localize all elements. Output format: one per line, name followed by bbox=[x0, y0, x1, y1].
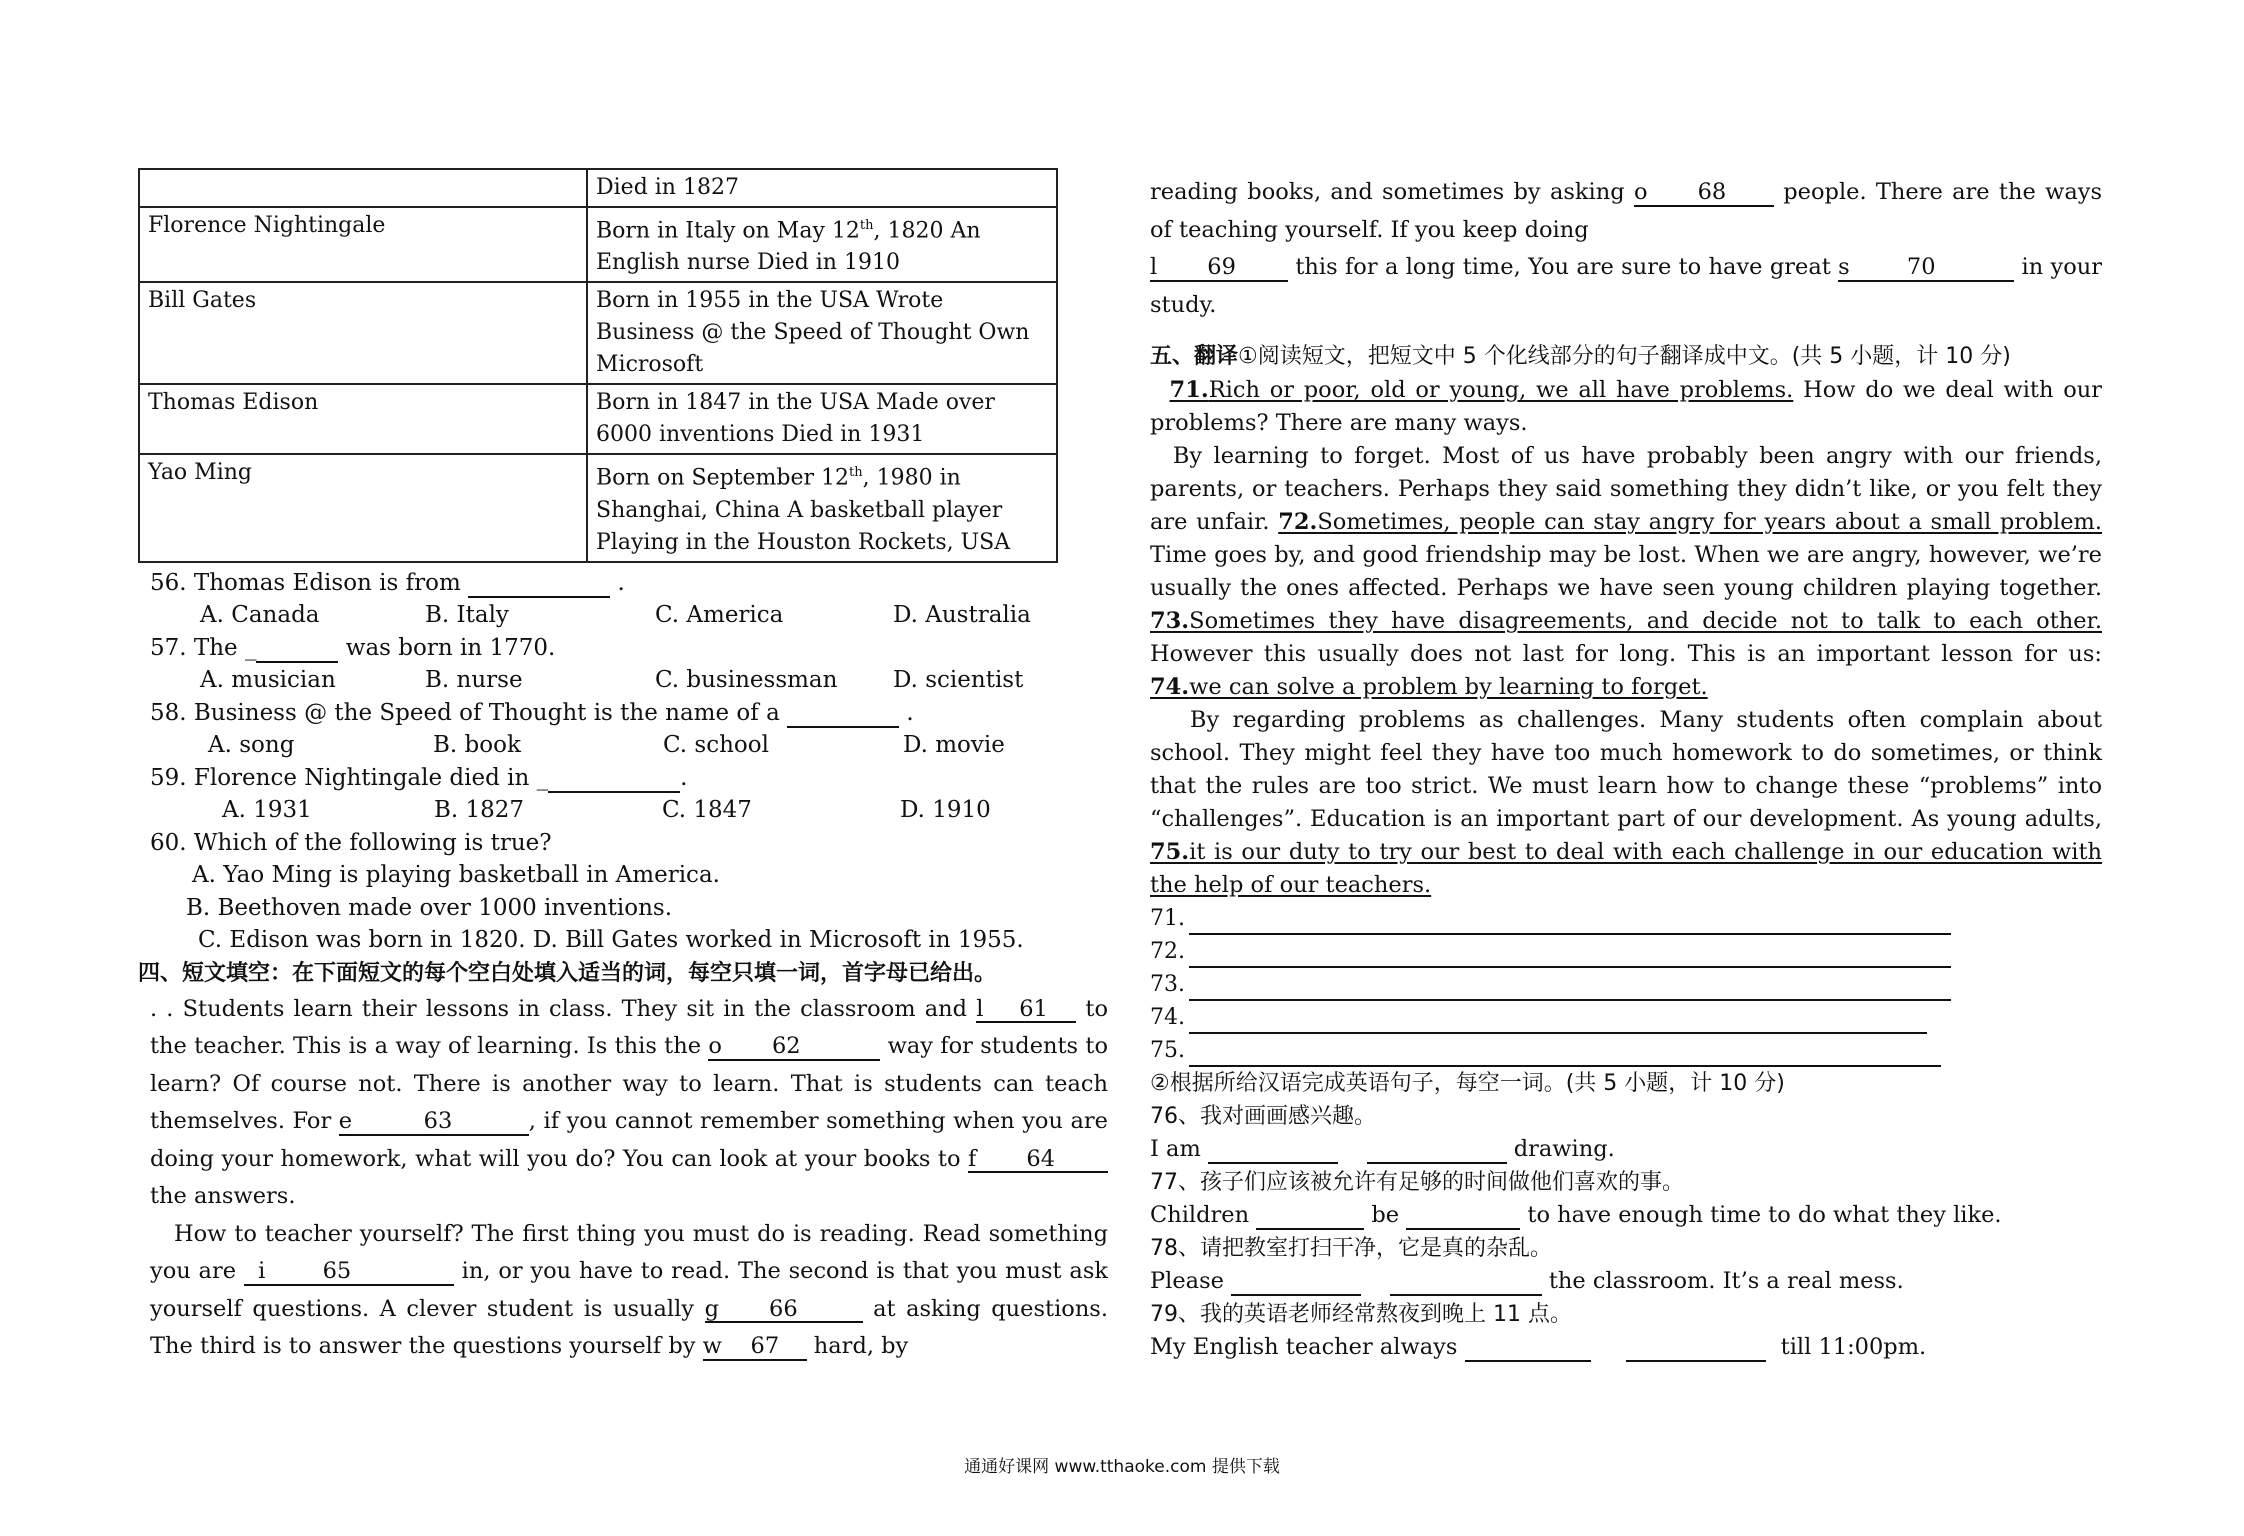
sentence-number-75: 75. bbox=[1150, 839, 1190, 865]
info-text: Born in Italy on May 12 bbox=[596, 218, 860, 244]
table-name-cell: Yao Ming bbox=[139, 454, 587, 561]
table-name-cell: Florence Nightingale bbox=[139, 207, 587, 282]
answer-number: 75. bbox=[1150, 1038, 1185, 1063]
blank-68[interactable] bbox=[1634, 180, 1774, 207]
question-79 bbox=[1150, 1331, 2110, 1364]
answer-blank[interactable] bbox=[1208, 1137, 1338, 1164]
blank-65[interactable] bbox=[244, 1259, 454, 1286]
blank-61[interactable] bbox=[976, 997, 1076, 1024]
option-b[interactable]: B. nurse bbox=[425, 667, 523, 694]
answer-rule bbox=[1189, 977, 1951, 1001]
blank-initial: g bbox=[704, 1295, 719, 1322]
answer-rule bbox=[1189, 1010, 1927, 1034]
sentence-number-73: 73. bbox=[1150, 608, 1190, 634]
passage-text: to the teacher. This is a way of learning. Is this the bbox=[150, 995, 1109, 1060]
blank-66[interactable] bbox=[705, 1297, 863, 1324]
underlined-sentence-75: it is our duty to try our best to deal with each challenge in our education with the help of our teachers. bbox=[1150, 839, 2102, 898]
question-76 bbox=[1150, 1133, 2110, 1166]
option-b[interactable]: B. Italy bbox=[425, 602, 509, 629]
table-name-cell: Thomas Edison bbox=[139, 384, 587, 454]
passage-text: How do we deal with our problems? There are many ways. bbox=[1150, 377, 2103, 436]
question-end: . bbox=[906, 699, 914, 726]
passage-text: in, or you have to read. The second is that you must ask yourself questions. A clever student is usually bbox=[150, 1258, 1109, 1322]
answer-line-71[interactable] bbox=[1150, 902, 2110, 935]
table-row bbox=[139, 384, 1057, 454]
section-5-instructions: ①阅读短文，把短文中 5 个化线部分的句子翻译成中文。(共 5 小题，计 10 分) bbox=[1238, 344, 2011, 369]
answer-blank[interactable] bbox=[1256, 1203, 1364, 1230]
option-a[interactable]: A. musician bbox=[200, 667, 336, 694]
cloze-passage-continued bbox=[1150, 174, 2102, 324]
answer-blank[interactable] bbox=[1465, 1335, 1591, 1362]
translation-answer-lines bbox=[1150, 902, 2110, 1067]
sentence-text: till 11:00pm. bbox=[1780, 1334, 1927, 1360]
page-footer: 通通好课网 www.tthaoke.com 提供下载 bbox=[964, 1457, 1280, 1477]
cloze-passage-p1 bbox=[138, 991, 1108, 1216]
sentence-text: Please bbox=[1150, 1268, 1224, 1294]
sentence-text: My English teacher always bbox=[1150, 1334, 1458, 1360]
question-79-chinese: 79、我的英语老师经常熬夜到晚上 11 点。 bbox=[1150, 1302, 1572, 1327]
blank-number: 70 bbox=[1906, 254, 1936, 280]
question-stem: 56. Thomas Edison is from bbox=[150, 569, 461, 596]
section-5-label: 五、翻译 bbox=[1150, 344, 1239, 369]
options-56 bbox=[150, 599, 1108, 632]
underlined-sentence-72: Sometimes, people can stay angry for years about a small problem. bbox=[1317, 509, 2103, 535]
passage-text: at asking questions. The third is to answer the questions yourself by bbox=[150, 1295, 1109, 1360]
table-row bbox=[139, 169, 1057, 207]
sentence-text: I am bbox=[1150, 1136, 1201, 1162]
question-77 bbox=[1150, 1199, 2110, 1232]
option-d[interactable]: D. Australia bbox=[893, 602, 1031, 629]
blank-number: 65 bbox=[322, 1258, 352, 1285]
answer-rule bbox=[1189, 1043, 1941, 1067]
sentence-text: to have enough time to do what they like. bbox=[1527, 1202, 2002, 1228]
sentence-number-72: 72. bbox=[1278, 509, 1318, 535]
blank-number: 66 bbox=[769, 1295, 798, 1322]
answer-line-72[interactable] bbox=[1150, 935, 2110, 968]
question-78 bbox=[1150, 1265, 2110, 1298]
info-text: Born on September 12 bbox=[596, 465, 849, 491]
answer-line-74[interactable] bbox=[1150, 1001, 2110, 1034]
question-78-chinese: 78、请把教室打扫干净，它是真的杂乱。 bbox=[1150, 1236, 1552, 1261]
options-57 bbox=[150, 664, 1108, 697]
passage-text: By learning to forget. Most of us have probably been angry with our friends, parents, or teachers. Perhaps they said something they didn’t like, or you felt they are unfair. bbox=[1150, 443, 2103, 535]
blank-initial: w bbox=[702, 1333, 722, 1360]
blank-69[interactable] bbox=[1150, 255, 1288, 282]
blank-number: 61 bbox=[1019, 995, 1048, 1022]
question-77-chinese: 77、孩子们应该被允许有足够的时间做他们喜欢的事。 bbox=[1150, 1170, 1684, 1195]
table-row bbox=[139, 207, 1057, 282]
option-c[interactable]: C. 1847 bbox=[662, 797, 752, 824]
question-56 bbox=[150, 567, 1108, 600]
sentence-text: drawing. bbox=[1513, 1136, 1615, 1162]
table-row bbox=[139, 454, 1057, 561]
question-end: . bbox=[680, 764, 688, 791]
answer-line-75[interactable] bbox=[1150, 1034, 2110, 1067]
blank-67[interactable] bbox=[703, 1334, 807, 1361]
blank-initial: s bbox=[1838, 254, 1850, 280]
blank-initial: f bbox=[968, 1145, 977, 1172]
option-c-d[interactable]: C. Edison was born in 1820. D. Bill Gates worked in Microsoft in 1955. bbox=[198, 927, 1024, 954]
blank-70[interactable] bbox=[1838, 255, 2014, 282]
question-stem: 59. Florence Nightingale died in _ bbox=[150, 764, 549, 791]
blank-initial: i bbox=[258, 1258, 266, 1285]
blank-initial: o bbox=[708, 1033, 722, 1060]
blank-62[interactable] bbox=[708, 1034, 880, 1061]
blank-63[interactable] bbox=[339, 1109, 529, 1136]
answer-blank[interactable] bbox=[1231, 1269, 1361, 1296]
answer-rule bbox=[1189, 944, 1951, 968]
question-stem: 58. Business @ the Speed of Thought is the name of a bbox=[150, 699, 780, 726]
passage-text: Time goes by, and good friendship may be lost. When we are angry, however, we’re usually the ones affected. Perhaps we have seen young children playing together. bbox=[1150, 542, 2102, 601]
blank-initial: e bbox=[338, 1108, 353, 1135]
passage-text: reading books, and sometimes by asking bbox=[1150, 179, 1625, 205]
blank-number: 69 bbox=[1207, 254, 1236, 280]
passage-text: However this usually does not last for long. This is an important lesson for us: bbox=[1150, 641, 2102, 667]
option-c[interactable]: C. America bbox=[655, 602, 784, 629]
answer-blank[interactable] bbox=[548, 766, 680, 793]
passage-text: people. There are the ways of teaching yourself. If you keep doing bbox=[1150, 179, 2103, 243]
info-text: , 1980 in Shanghai, China A basketball player Playing in the Houston Rockets, USA bbox=[596, 465, 1011, 555]
answer-line-73[interactable] bbox=[1150, 968, 2110, 1001]
passage-text: By regarding problems as challenges. Many students often complain about school. They might feel they have too much homework to do sometimes, or think that the rules are too strict. We must learn how to change these “problems” into “challenges”. Education is an important part of our development. As young adults, bbox=[1150, 707, 2102, 832]
answer-blank[interactable] bbox=[1367, 1137, 1507, 1164]
blank-number: 67 bbox=[750, 1333, 780, 1360]
blank-number: 62 bbox=[771, 1033, 801, 1060]
answer-blank[interactable] bbox=[1626, 1335, 1766, 1362]
passage-text: , if you cannot remember something when you are doing your homework, what will you do? You can look at your books to bbox=[150, 1108, 1108, 1172]
option-c[interactable]: C. businessman bbox=[655, 667, 838, 694]
option-c[interactable]: C. school bbox=[663, 732, 769, 759]
answer-number: 71. bbox=[1150, 906, 1185, 931]
option-b[interactable]: B. Beethoven made over 1000 inventions. bbox=[186, 894, 673, 921]
option-a[interactable]: A. Canada bbox=[200, 602, 320, 629]
answer-number: 72. bbox=[1150, 939, 1185, 964]
question-59 bbox=[150, 762, 1108, 795]
answer-blank[interactable] bbox=[1390, 1269, 1542, 1296]
sentence-text: the classroom. It’s a real mess. bbox=[1548, 1268, 1904, 1294]
sentence-number-74: 74. bbox=[1150, 674, 1190, 700]
info-sup: th bbox=[859, 218, 874, 233]
section-5-title bbox=[1150, 340, 2110, 374]
cloze-passage-p2 bbox=[138, 1216, 1108, 1366]
underlined-sentence-71: Rich or poor, old or young, we all have problems. bbox=[1208, 377, 1794, 403]
table-row bbox=[139, 282, 1057, 384]
translation-passage bbox=[1150, 374, 2102, 902]
sentence-text: Children bbox=[1150, 1202, 1250, 1228]
blank-64[interactable] bbox=[968, 1147, 1108, 1174]
table-info-cell: Born in 1847 in the USA Made over 6000 inventions Died in 1931 bbox=[587, 384, 1057, 454]
answer-number: 74. bbox=[1150, 1005, 1185, 1030]
passage-text: this for a long time, You are sure to have great bbox=[1295, 254, 1831, 280]
blank-number: 64 bbox=[1026, 1145, 1056, 1172]
passage-text: in your study. bbox=[1150, 254, 2103, 318]
blank-initial: l bbox=[1150, 254, 1158, 280]
answer-blank[interactable] bbox=[256, 636, 338, 663]
underlined-sentence-73: Sometimes they have disagreements, and decide not to talk to each other. bbox=[1189, 608, 2102, 634]
option-d[interactable]: D. movie bbox=[903, 732, 1005, 759]
answer-blank[interactable] bbox=[468, 571, 610, 598]
blank-number: 63 bbox=[423, 1108, 453, 1135]
right-column bbox=[1150, 174, 2110, 1364]
option-d[interactable]: D. scientist bbox=[893, 667, 1024, 694]
question-60-stem: 60. Which of the following is true? bbox=[150, 829, 552, 856]
option-d[interactable]: D. 1910 bbox=[900, 797, 991, 824]
blank-number: 68 bbox=[1697, 179, 1727, 205]
questions bbox=[138, 567, 1108, 957]
sentence-text: be bbox=[1371, 1202, 1400, 1228]
answer-number: 73. bbox=[1150, 972, 1185, 997]
table-name-cell: Bill Gates bbox=[139, 282, 587, 384]
question-58 bbox=[150, 697, 1108, 730]
question-76-chinese: 76、我对画画感兴趣。 bbox=[1150, 1104, 1376, 1129]
passage-text: the answers. bbox=[150, 1183, 296, 1210]
option-a[interactable]: A. Yao Ming is playing basketball in America. bbox=[192, 862, 720, 889]
option-a[interactable]: A. 1931 bbox=[222, 797, 312, 824]
passage-text: way for students to learn? Of course not. There is another way to learn. That is students can teach themselves. For bbox=[150, 1033, 1108, 1135]
question-57 bbox=[150, 632, 1108, 665]
passage-text: How to teacher yourself? The first thing you must do is reading. Read something you are bbox=[150, 1220, 1108, 1285]
question-end: . bbox=[617, 569, 625, 596]
options-58 bbox=[150, 729, 1108, 762]
passage-text: hard, by bbox=[813, 1333, 909, 1360]
blank-initial: l bbox=[976, 995, 984, 1022]
passage-text: . . Students learn their lessons in class. They sit in the classroom and bbox=[150, 995, 968, 1022]
option-b[interactable]: B. book bbox=[433, 732, 521, 759]
part-2-title: ②根据所给汉语完成英语句子，每空一词。(共 5 小题，计 10 分) bbox=[1150, 1071, 1785, 1096]
info-sup: th bbox=[849, 465, 863, 481]
section-4-title: 四、短文填空：在下面短文的每个空白处填入适当的词，每空只填一词，首字母已给出。 bbox=[138, 960, 997, 986]
option-b[interactable]: B. 1827 bbox=[434, 797, 525, 824]
blank-initial: o bbox=[1633, 179, 1648, 205]
options-59 bbox=[150, 794, 1108, 827]
answer-blank[interactable] bbox=[1406, 1203, 1520, 1230]
table-info-cell bbox=[587, 454, 1057, 561]
table-info-cell: Died in 1827 bbox=[587, 169, 1057, 207]
answer-rule bbox=[1189, 911, 1951, 935]
table-name-cell bbox=[139, 169, 587, 207]
question-stem: 57. The _ bbox=[150, 634, 257, 661]
people-table bbox=[138, 168, 1058, 563]
question-end: was born in 1770. bbox=[345, 634, 556, 661]
sentence-number-71: 71. bbox=[1169, 377, 1209, 403]
table-info-cell bbox=[587, 207, 1057, 282]
left-column bbox=[138, 168, 1108, 1366]
underlined-sentence-74: we can solve a problem by learning to forget. bbox=[1189, 674, 1708, 700]
option-a[interactable]: A. song bbox=[208, 732, 295, 759]
info-text: , 1820 An English nurse Died in 1910 bbox=[596, 218, 981, 276]
table-info-cell: Born in 1955 in the USA Wrote Business @ the Speed of Thought Own Microsoft bbox=[587, 282, 1057, 384]
answer-blank[interactable] bbox=[787, 701, 899, 728]
